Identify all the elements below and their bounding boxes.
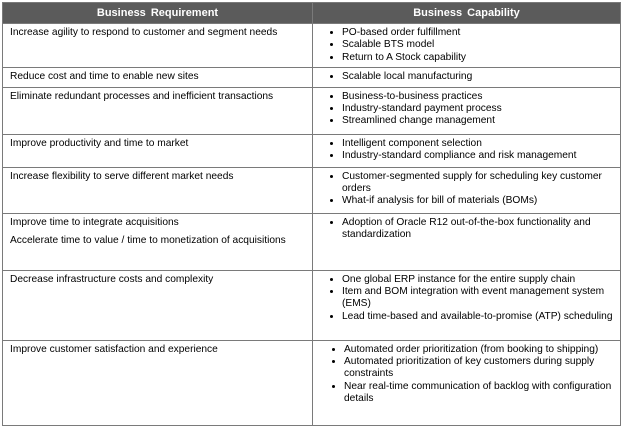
capability-item: • Adoption of Oracle R12 out-of-the-box functionality and standardization	[342, 217, 614, 242]
capability-cell	[313, 67, 621, 87]
capability-item: • Industry-standard compliance and risk management	[342, 150, 614, 162]
capability-item: • Item and BOM integration with event management system (EMS)	[342, 286, 614, 311]
requirement-cell	[3, 67, 313, 87]
capability-cell	[313, 87, 621, 134]
requirement-cell	[3, 167, 313, 213]
capability-cell	[313, 167, 621, 213]
requirement-cell	[3, 24, 313, 68]
capability-cell	[313, 340, 621, 425]
requirement-text: Accelerate time to value / time to monetization of acquisitions	[10, 235, 286, 247]
table-header-row	[3, 3, 621, 24]
capability-list	[320, 71, 614, 83]
capability-cell	[313, 134, 621, 167]
requirement-cell	[3, 270, 313, 340]
capability-list	[320, 138, 614, 163]
requirements-capabilities-table	[2, 2, 621, 426]
capability-item: • Business-to-business practices	[342, 91, 614, 103]
capability-item: • Automated prioritization of key customers during supply constraints	[344, 356, 614, 381]
header-business-requirement: Business Requirement	[3, 3, 313, 24]
requirement-text: Decrease infrastructure costs and complexity	[10, 273, 214, 285]
capability-item: • One global ERP instance for the entire supply chain	[342, 274, 614, 286]
table-row	[3, 134, 621, 167]
capability-item: • Customer-segmented supply for scheduling key customer orders	[342, 171, 614, 196]
requirement-cell	[3, 87, 313, 134]
capability-cell	[313, 24, 621, 68]
table-row	[3, 270, 621, 340]
capability-list	[320, 217, 614, 242]
header-business-capability: Business Capability	[313, 3, 621, 24]
capability-list	[320, 27, 614, 64]
capability-item: • PO-based order fulfillment	[342, 27, 614, 39]
capability-cell	[313, 213, 621, 270]
capability-item: • Near real-time communication of backlog with configuration details	[344, 381, 614, 406]
capability-item: • Scalable BTS model	[342, 39, 614, 51]
capability-list	[320, 274, 614, 323]
requirement-text: Increase agility to respond to customer and segment needs	[10, 27, 278, 38]
requirement-text: Improve time to integrate acquisitions	[10, 216, 179, 228]
capability-list	[320, 171, 614, 208]
table-row	[3, 167, 621, 213]
requirement-text: Improve productivity and time to market	[10, 137, 189, 149]
requirement-cell	[3, 134, 313, 167]
table-row	[3, 340, 621, 425]
capability-item: • Automated order prioritization (from booking to shipping)	[344, 344, 614, 356]
table-row	[3, 87, 621, 134]
table-row	[3, 213, 621, 270]
capability-item: • What-if analysis for bill of materials (BOMs)	[342, 195, 614, 207]
table-row	[3, 67, 621, 87]
requirement-cell	[3, 340, 313, 425]
requirement-cell	[3, 213, 313, 270]
capability-item: • Industry-standard payment process	[342, 103, 614, 115]
requirement-text: Increase flexibility to serve different market needs	[10, 170, 234, 182]
requirement-text: Improve customer satisfaction and experience	[10, 343, 218, 355]
capability-item: • Lead time-based and available-to-promise (ATP) scheduling	[342, 311, 614, 323]
capability-list	[320, 344, 614, 405]
capability-list	[320, 91, 614, 128]
capability-cell	[313, 270, 621, 340]
capability-item: • Return to A Stock capability	[342, 52, 614, 64]
capability-item: • Streamlined change management	[342, 115, 614, 127]
capability-item: • Intelligent component selection	[342, 138, 614, 150]
requirement-text: Eliminate redundant processes and inefficient transactions	[10, 90, 274, 102]
capability-item: • Scalable local manufacturing	[342, 71, 614, 83]
table-row	[3, 24, 621, 68]
requirement-text: Reduce cost and time to enable new sites	[10, 70, 199, 82]
